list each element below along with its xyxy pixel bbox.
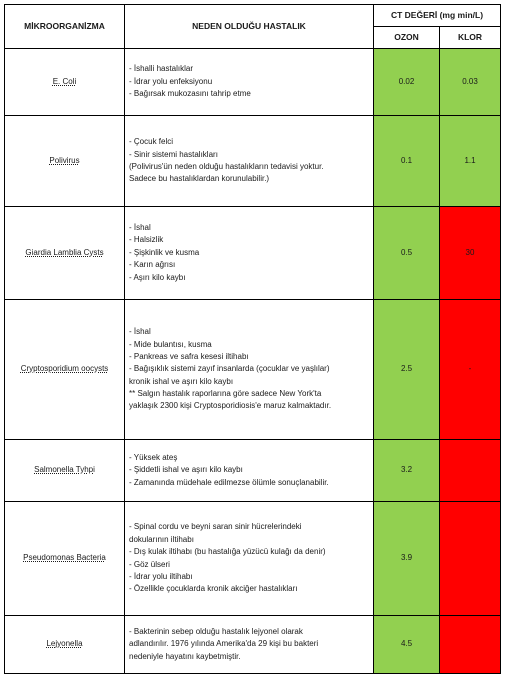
disease-line: - Göz ülseri [129,559,170,569]
disease-line: - İshal [129,223,151,233]
klor-value: 0.03 [440,49,501,116]
disease-line: - İdrar yolu enfeksiyonu [129,76,213,86]
disease-line: yaklaşık 2300 kişi Cryptosporidiosis'e maruz kalmaktadır. [129,401,332,411]
klor-value: - [440,300,501,440]
disease-line: - Aşırı kilo kaybı [129,272,186,282]
ozon-value: 0.02 [374,49,440,116]
disease-line: - Bağırsak mukozasını tahrip etme [129,89,251,99]
table-row [5,49,501,116]
ozon-value: 0.1 [374,116,440,207]
disease-line: (Polivirus'ün neden olduğu hastalıkların tedavisi yoktur. [129,162,324,171]
ozon-value: 2.5 [374,300,440,440]
disease-line: - Dış kulak iltihabı (bu hastalığa yüzücü kulağı da denir) [129,547,326,557]
ozon-value: 0.5 [374,207,440,300]
disease-line: - Bağışıklık sistemi zayıf insanlarda (çocuklar ve yaşlılar) [129,364,330,374]
table-row [5,300,501,440]
header-ozon: OZON [374,27,440,49]
micro-name: Cryptosporidium oocysts [5,300,125,440]
disease-cell [125,49,374,116]
disease-line: - Bakterinin sebep olduğu hastalık lejyonel olarak [129,626,303,636]
disease-cell [125,300,374,440]
disease-line: - Yüksek ateş [129,452,178,462]
klor-value: 1.1 [440,116,501,207]
disease-line: dokularının iltihabı [129,534,194,544]
table-row [5,440,501,502]
disease-line: Sadece bu hastalıklardan korunulabilir.) [129,174,270,184]
header-klor: KLOR [440,27,501,49]
disease-line: - Pankreas ve safra kesesi iltihabı [129,351,249,361]
micro-name: Polivirus [5,116,125,207]
ozon-value: 3.9 [374,502,440,616]
disease-line: adlandırılır. 1976 yılında Amerika'da 29 kişi bu bakteri [129,639,319,649]
disease-cell [125,207,374,300]
header-row [5,5,501,27]
header-disease: NEDEN OLDUĞU HASTALIK [125,5,374,49]
ozon-value: 3.2 [374,440,440,502]
disease-line: - Spinal cordu ve beyni saran sinir hücrelerindeki [129,522,302,532]
disease-line: - Şiddetli ishal ve aşırı kilo kaybı [129,465,243,475]
disease-line: - Sinir sistemi hastalıkları [129,149,218,159]
disease-line: nedeniyle hayatını kaybetmiştir. [129,651,241,661]
disease-cell [125,440,374,502]
ct-values-table-container [4,4,500,661]
micro-name: Giardia Lamblia Cysts [5,207,125,300]
disease-line: - Şişkinlik ve kusma [129,247,200,257]
disease-line: - Özellikle çocuklarda kronik akciğer hastalıkları [129,584,298,594]
disease-line: - Karın ağrısı [129,260,176,270]
disease-line: kronik ishal ve aşırı kilo kaybı [129,376,234,386]
klor-value [440,616,501,674]
header-micro: MİKROORGANİZMA [5,5,125,49]
disease-cell [125,116,374,207]
disease-cell [125,502,374,616]
disease-line: - Zamanında müdehale edilmezse ölümle sonuçlanabilir. [129,477,329,487]
disease-line: - İdrar yolu iltihabı [129,571,193,581]
ct-values-table [4,4,501,674]
klor-value: 30 [440,207,501,300]
disease-line: - İshal [129,327,151,337]
klor-value [440,502,501,616]
disease-line: - İshalli hastalıklar [129,64,194,74]
disease-line: - Çocuk felci [129,137,174,147]
table-row [5,616,501,674]
header-ct: CT DEĞERİ (mg min/L) [374,5,501,27]
disease-line: - Halsizlik [129,235,164,245]
micro-name: Lejyonella [5,616,125,674]
ozon-value: 4.5 [374,616,440,674]
micro-name: Pseudomonas Bacteria [5,502,125,616]
klor-value [440,440,501,502]
table-row [5,207,501,300]
table-row [5,116,501,207]
micro-name: Salmonella Tyhpi [5,440,125,502]
disease-line: - Mide bulantısı, kusma [129,339,212,349]
disease-line: ** Salgın hastalık raporlarına göre sadece New York'ta [129,389,322,399]
micro-name: E. Coli [5,49,125,116]
disease-cell [125,616,374,674]
table-row [5,502,501,616]
